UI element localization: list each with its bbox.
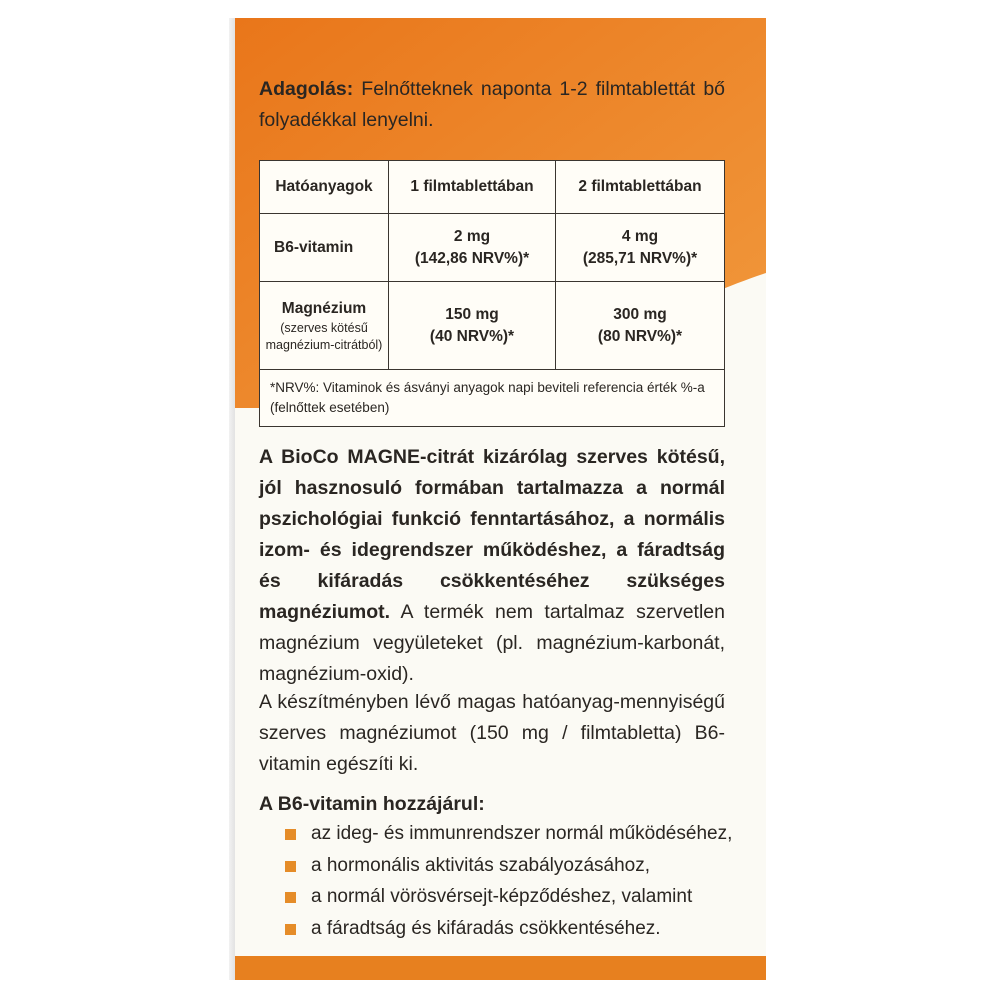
ingredient-source: (szerves kötésű magnézium-citrátból) [265, 320, 383, 352]
benefits-title: A B6-vitamin hozzájárul: [259, 793, 485, 815]
nrv: (142,86 NRV%)* [414, 249, 530, 267]
ingredient-name: Magnézium [281, 299, 367, 317]
description-bold: A BioCo MAGNE-citrát kizárólag szerves kötésű, jól hasznosuló formában tartalmazza a normál pszichológiai funkció fenntartásához, a normális izom- és idegrendszer működéshez, a fáradtság és kifáradás csökkentéséhez szükséges magnéziumot. [259, 446, 725, 623]
nrv: (80 NRV%)* [597, 327, 683, 345]
amount: 2 mg [453, 227, 491, 245]
list-item [285, 850, 732, 882]
amount: 4 mg [621, 227, 659, 245]
list-item [285, 818, 732, 850]
amount: 150 mg [445, 305, 499, 323]
ingredient-name: B6-vitamin [260, 214, 389, 282]
product-box [235, 18, 766, 980]
nrv: (40 NRV%)* [429, 327, 515, 345]
nrv: (285,71 NRV%)* [582, 249, 698, 267]
list-item-text: a fáradtság és kifáradás csökkentéséhez. [311, 917, 661, 939]
table-cell [389, 214, 556, 282]
table-header: 2 filmtablettában [556, 161, 725, 214]
dosage-label: Adagolás: [259, 78, 354, 100]
nutrition-table [259, 160, 725, 427]
list-item-text: az ideg- és immunrendszer normál működéséhez, [311, 823, 733, 844]
table-header: 1 filmtablettában [389, 161, 556, 214]
table-cell [556, 282, 725, 370]
amount: 300 mg [613, 305, 667, 323]
list-item [285, 913, 732, 945]
table-row [260, 214, 725, 282]
nrv-footnote: *NRV%: Vitaminok és ásványi anyagok napi beviteli referencia érték %-a (felnőttek esetében) [260, 370, 725, 427]
list-item [285, 881, 732, 913]
table-cell [389, 282, 556, 370]
table-header-row [260, 161, 725, 214]
description-paragraph [259, 442, 725, 690]
table-header: Hatóanyagok [260, 161, 389, 214]
table-note-row [260, 370, 725, 427]
dosage-instructions: Felnőtteknek naponta 1-2 filmtablettát bő folyadékkal lenyelni. [259, 78, 726, 131]
list-item-text: a hormonális aktivitás szabályozásához, [311, 854, 651, 876]
bullet-square-icon [285, 924, 296, 935]
table-row [260, 282, 725, 370]
table-cell [556, 214, 725, 282]
bullet-square-icon [285, 861, 296, 872]
table-cell [260, 282, 389, 370]
orange-bottom-band [235, 956, 766, 980]
description-normal: A termék nem tartalmaz szervetlen magnézium vegyületeket (pl. magnézium-karbonát, magnézium-oxid). [259, 601, 725, 685]
supplement-paragraph: A készítményben lévő magas hatóanyag-mennyiségű szerves magnéziumot (150 mg / filmtabletta) B6-vitamin egészíti ki. [259, 691, 725, 775]
list-item-text: a normál vörösvérsejt-képződéshez, valamint [311, 886, 693, 907]
bullet-square-icon [285, 892, 296, 903]
bullet-square-icon [285, 829, 296, 840]
dosage-text [259, 74, 725, 136]
benefits-list [285, 818, 732, 944]
